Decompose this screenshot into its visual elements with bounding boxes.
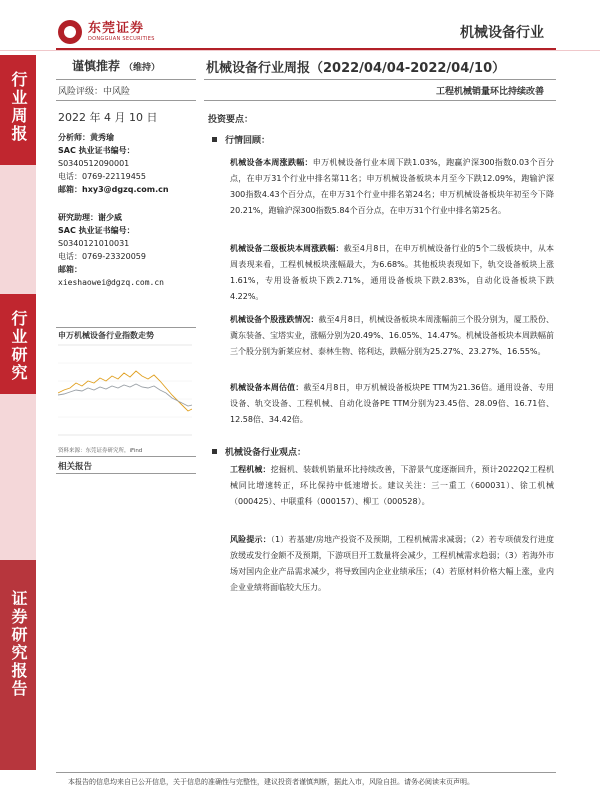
- divider: [56, 100, 196, 101]
- divider: [204, 79, 556, 80]
- brand-logo-icon: [58, 20, 82, 44]
- rating: 谨慎推荐 （维持）: [72, 59, 161, 73]
- side-tab-report: 证券研究报告: [0, 560, 36, 770]
- analyst-contact: 分析师：黄秀瑜 SAC 执业证书编号： S0340512090001 电话：0769-22119455 邮箱：hxy3@dgzq.com.cn: [58, 133, 169, 194]
- brand-logo: [58, 20, 155, 44]
- paragraph-subsector-change: 机械设备二级板块本周涨跌幅：截至4月8日，在申万机械设备行业的5个二级板块中，从本周表现来看，工程机械板块涨幅最大，为6.68%。其他板块表现如下，轨交设备板块上涨1.61%，专用设备板块下跌2.71%，通用设备板块下跌2.83%，自动化设备板块下跌4.22%。: [230, 244, 554, 301]
- side-strip: [0, 394, 36, 560]
- footer-disclaimer: 本报告的信息均来自已公开信息，关于信息的准确性与完整性，建议投资者谨慎判断，据此入市，风险自担。请务必阅读末页声明。: [68, 778, 474, 786]
- divider: [56, 456, 196, 457]
- risk-rating: 风险评级：中风险: [58, 87, 131, 97]
- paragraph-risk-warning: 风险提示：（1）若基建/房地产投资不及预期，工程机械需求减弱；（2）若专项债发行进度放缓或发行金额不及预期，下游项目开工数量将会减少，工程机械需求趋弱；（3）若海外市场对国内企业产品需求减少，将导致国内企业业绩承压；（4）若原材料价格大幅上涨，业内企业业绩将面临较大压力。: [230, 535, 555, 592]
- brand-name-en: DONGGUAN SECURITIES: [88, 36, 155, 42]
- industry-title: 机械设备行业: [460, 25, 544, 41]
- section-industry-view: 机械设备行业观点：: [212, 445, 306, 458]
- divider: [56, 473, 196, 474]
- side-strip: [0, 165, 36, 294]
- related-reports-heading: 相关报告: [58, 462, 93, 472]
- section-market-review: 行情回顾：: [212, 133, 270, 146]
- chart-source: 资料来源：东莞证券研究所，iFind: [58, 448, 143, 454]
- side-tab-weekly: 行业周报: [0, 55, 36, 165]
- index-trend-chart: [58, 343, 192, 443]
- industry-index-line: [58, 371, 192, 411]
- bullet-square-icon: [212, 449, 217, 454]
- bullet-square-icon: [212, 137, 217, 142]
- divider: [56, 79, 196, 80]
- report-date: 2022 年 4 月 10 日: [58, 111, 158, 124]
- divider: [204, 100, 556, 101]
- paragraph-stock-movers: 机械设备个股涨跌情况：截至4月8日，机械设备板块本周涨幅前三个股分别为，厦工股份、冀东装备、宝塔实业，涨幅分别为20.49%、16.05%、14.47%。机械设备板块本周跌幅前三个股分别为新莱应材、泰林生物、铭利达，跌幅分别为25.27%、23.27%、16.55%。: [230, 315, 554, 356]
- paragraph-valuation: 机械设备本周估值：截至4月8日，申万机械设备板块PE TTM为21.36倍。通用设备、专用设备、轨交设备、工程机械、自动化设备PE TTM分别为23.45倍、28.09倍、16.71倍、12.58倍、34.42倍。: [230, 383, 555, 424]
- report-title: 机械设备行业周报（2022/04/04-2022/04/10）: [206, 61, 506, 76]
- paragraph-weekly-change: 机械设备本周涨跌幅：申万机械设备行业本周下跌1.03%，跑赢沪深300指数0.03个百分点，在申万31个行业中排名第11名；申万机械设备板块本月至今下跌12.09%，跑输沪深300指数4.43个百分点，在申万31个行业中排名第24名；申万机械设备板块年初至今下降20.21%，跑输沪深300指数5.84个百分点，在申万31个行业中排名第25名。: [230, 158, 554, 215]
- header-accent-line: [0, 50, 600, 51]
- report-subtitle: 工程机械销量环比持续改善: [435, 87, 544, 97]
- divider: [56, 327, 196, 328]
- chart-title: 申万机械设备行业指数走势: [58, 331, 154, 340]
- brand-name: 东莞证券: [88, 21, 145, 36]
- paragraph-construction-machinery: 工程机械：挖掘机、装载机销量环比持续改善，下游景气度逐渐回升，预计2022Q2工程机械同比增速转正，环比保持中低速增长。建议关注：三一重工（600031）、徐工机械（000425）、中联重科（000157）、柳工（000528）。: [230, 465, 554, 506]
- assistant-contact: 研究助理：谢少威 SAC 执业证书编号： S0340121010031 电话：0769-23320059 邮箱： xieshaowei@dgzq.com.cn: [58, 213, 164, 287]
- footer-divider: [56, 772, 556, 773]
- side-tab-research: 行业研究: [0, 294, 36, 394]
- key-points-label: 投资要点：: [208, 115, 254, 125]
